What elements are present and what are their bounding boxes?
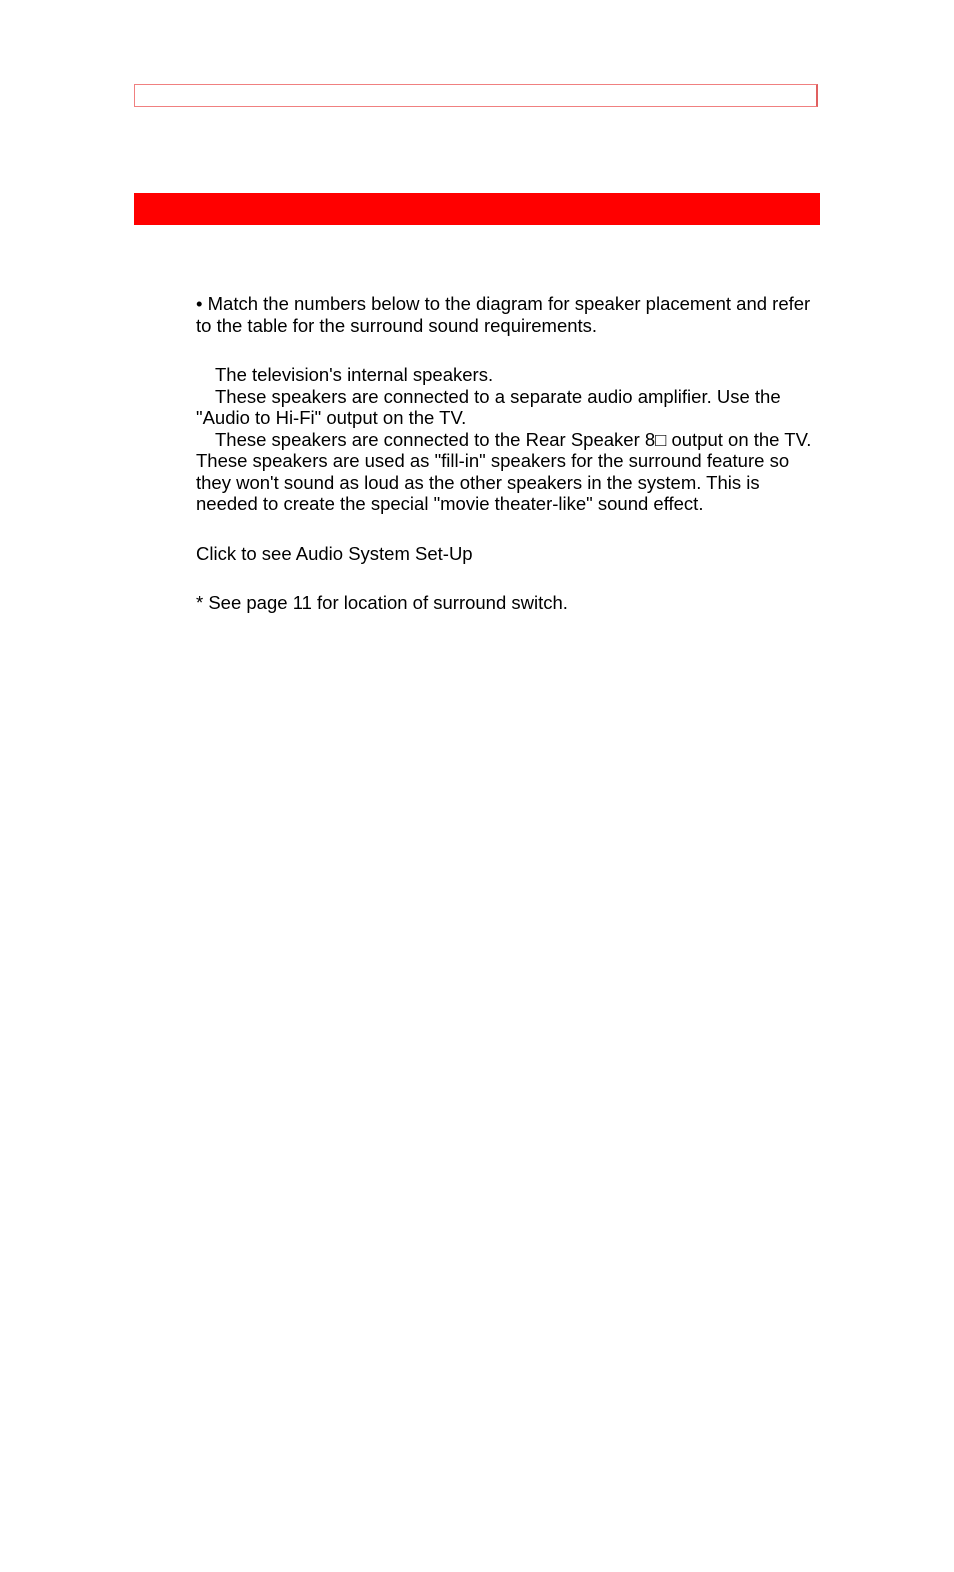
section-banner bbox=[134, 193, 820, 225]
footnote: * See page 11 for location of surround switch. bbox=[196, 592, 568, 613]
intro-text: • Match the numbers below to the diagram for speaker placement and refer to the table for the surround sound requirements. bbox=[196, 293, 811, 336]
title-box bbox=[134, 84, 818, 107]
main-content bbox=[196, 293, 816, 614]
audio-setup-link[interactable]: Click to see Audio System Set-Up bbox=[196, 542, 473, 564]
speaker-description-3 bbox=[196, 429, 816, 515]
audio-setup-link-paragraph bbox=[196, 543, 816, 565]
speaker-text-2: These speakers are connected to a separate audio amplifier. Use the "Audio to Hi-Fi" output on the TV. bbox=[196, 385, 781, 428]
speaker-text-1: The television's internal speakers. bbox=[215, 364, 494, 385]
speaker-text-3: These speakers are connected to the Rear Speaker 8□ output on the TV. These speakers are used as "fill-in" speakers for the surround feature so they won't sound as loud as the other speakers in the system. This is needed to create the special "movie theater-like" sound effect. bbox=[196, 428, 812, 514]
speaker-description-2 bbox=[196, 386, 816, 429]
speaker-description-1 bbox=[196, 364, 816, 386]
speaker-descriptions bbox=[196, 364, 816, 515]
